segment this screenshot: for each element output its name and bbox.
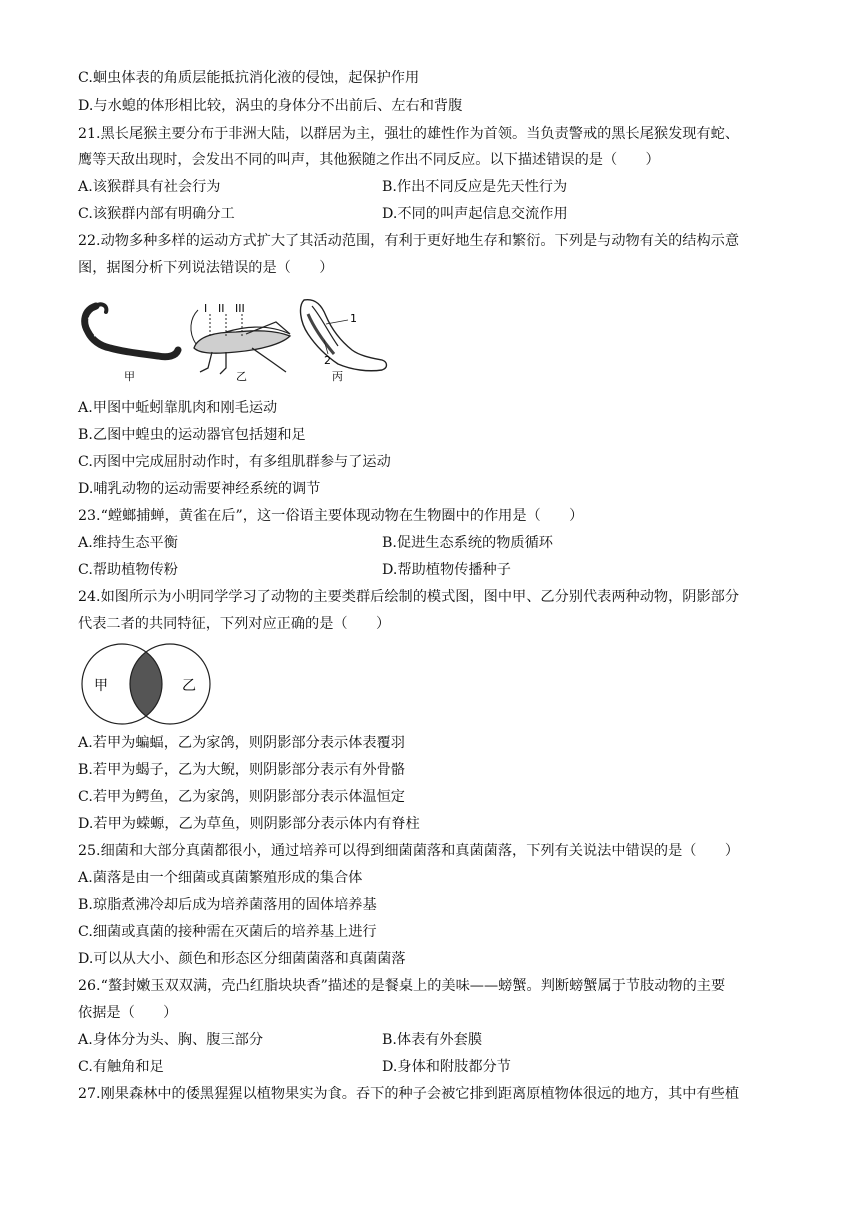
- q25-option-d: D.可以从大小、颜色和形态区分细菌菌落和真菌菌落: [78, 951, 406, 967]
- fig-label-1: 1: [350, 312, 357, 325]
- q22-figure: [76, 292, 396, 384]
- q24-venn-diagram: [78, 642, 216, 726]
- q22-option-d: D.哺乳动物的运动需要神经系统的调节: [78, 481, 321, 497]
- arm-flexion-drawing: [301, 300, 387, 371]
- fig-label-jia: 甲: [124, 370, 135, 383]
- q21-option-a: A.该猴群具有社会行为: [78, 179, 221, 195]
- q25-option-c: C.细菌或真菌的接种需在灭菌后的培养基上进行: [78, 924, 377, 940]
- q23-option-a: A.维持生态平衡: [78, 535, 178, 551]
- venn-label-yi: 乙: [182, 678, 196, 694]
- q24-stem-line1: 24.如图所示为小明同学学习了动物的主要类群后绘制的模式图，图中甲、乙分别代表两种动物，阴影部分: [78, 589, 740, 605]
- q26-option-b: B.体表有外套膜: [382, 1032, 483, 1048]
- q21-stem-line1: 21.黑长尾猴主要分布于非洲大陆，以群居为主，强壮的雄性作为首领。当负责警戒的黑长尾猴发现有蛇、: [78, 126, 740, 142]
- q22-figure-svg: [76, 292, 396, 384]
- fig-label-I: I: [204, 302, 208, 315]
- q21-option-c: C.该猴群内部有明确分工: [78, 206, 235, 222]
- q20-option-d: D.与水螅的体形相比较，涡虫的身体分不出前后、左右和背腹: [78, 98, 463, 114]
- q21-stem-line2: 鹰等天敌出现时，会发出不同的叫声，其他猴随之作出不同反应。以下描述错误的是（ ）: [78, 152, 660, 168]
- venn-label-jia: 甲: [94, 678, 108, 694]
- q23-option-d: D.帮助植物传播种子: [382, 562, 511, 578]
- q22-option-c: C.丙图中完成屈肘动作时，有多组肌群参与了运动: [78, 454, 391, 470]
- q26-stem-line2: 依据是（ ）: [78, 1005, 178, 1021]
- q22-stem-line2: 图，据图分析下列说法错误的是（ ）: [78, 260, 334, 276]
- q24-option-b: B.若甲为蝎子，乙为大鲵，则阴影部分表示有外骨骼: [78, 762, 406, 778]
- q21-option-d: D.不同的叫声起信息交流作用: [382, 206, 568, 222]
- q24-option-a: A.若甲为蝙蝠，乙为家鸽，则阴影部分表示体表覆羽: [78, 735, 405, 751]
- q23-stem: 23.“螳螂捕蝉，黄雀在后”，这一俗语主要体现动物在生物圈中的作用是（ ）: [78, 508, 584, 524]
- q26-option-c: C.有触角和足: [78, 1059, 164, 1075]
- q23-option-c: C.帮助植物传粉: [78, 562, 178, 578]
- fig-label-III: III: [235, 302, 245, 315]
- q20-option-c: C.蛔虫体表的角质层能抵抗消化液的侵蚀，起保护作用: [78, 70, 420, 86]
- q21-option-b: B.作出不同反应是先天性行为: [382, 179, 568, 195]
- q25-option-b: B.琼脂煮沸冷却后成为培养菌落用的固体培养基: [78, 897, 377, 913]
- q23-option-b: B.促进生态系统的物质循环: [382, 535, 553, 551]
- q26-option-a: A.身体分为头、胸、腹三部分: [78, 1032, 264, 1048]
- q25-option-a: A.菌落是由一个细菌或真菌繁殖形成的集合体: [78, 870, 363, 886]
- q26-stem-line1: 26.“螯封嫩玉双双满，壳凸红脂块块香”描述的是餐桌上的美味——螃蟹。判断螃蟹属于节肢动物的主要: [78, 978, 726, 994]
- fig-label-II: II: [218, 302, 225, 315]
- q22-stem-line1: 22.动物多种多样的运动方式扩大了其活动范围，有利于更好地生存和繁衍。下列是与动物有关的结构示意: [78, 233, 740, 249]
- venn-svg: [78, 642, 216, 726]
- grasshopper-drawing: [191, 310, 290, 374]
- q27-stem-line1: 27.刚果森林中的倭黑猩猩以植物果实为食。吞下的种子会被它排到距离原植物体很远的地方，其中有些植: [78, 1086, 740, 1102]
- q22-option-b: B.乙图中蝗虫的运动器官包括翅和足: [78, 427, 306, 443]
- fig-label-2: 2: [324, 354, 331, 367]
- q24-stem-line2: 代表二者的共同特征，下列对应正确的是（ ）: [78, 616, 391, 632]
- earthworm-drawing: [85, 304, 178, 356]
- q26-option-d: D.身体和附肢都分节: [382, 1059, 511, 1075]
- q22-option-a: A.甲图中蚯蚓靠肌肉和刚毛运动: [78, 400, 278, 416]
- fig-label-yi: 乙: [236, 370, 247, 383]
- fig-label-bing: 丙: [332, 370, 343, 383]
- q24-option-c: C.若甲为鳄鱼，乙为家鸽，则阴影部分表示体温恒定: [78, 789, 405, 805]
- q24-option-d: D.若甲为蝾螈，乙为草鱼，则阴影部分表示体内有脊柱: [78, 816, 420, 832]
- q25-stem: 25.细菌和大部分真菌都很小，通过培养可以得到细菌菌落和真菌菌落，下列有关说法中错误的是（ ）: [78, 843, 740, 859]
